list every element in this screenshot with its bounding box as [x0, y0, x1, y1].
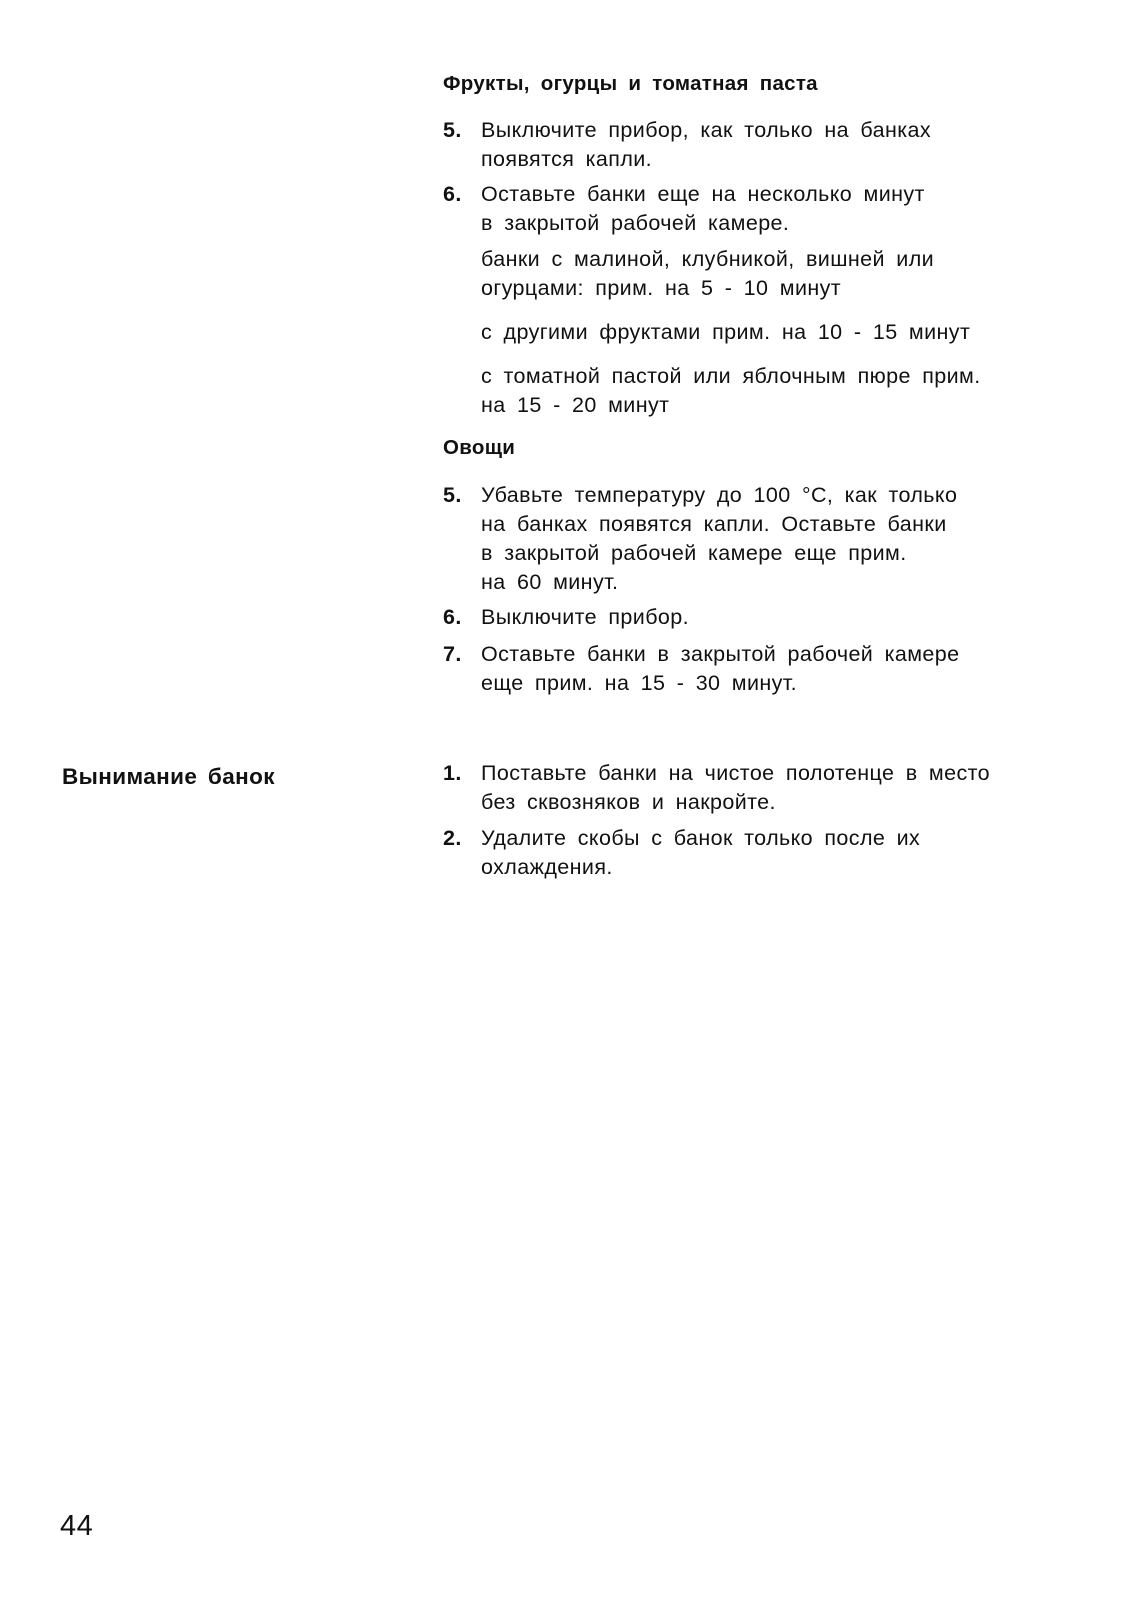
- page-number: 44: [60, 1510, 94, 1542]
- step-text: Оставьте банки в закрытой рабочей камере еще прим. на 15 - 30 минут.: [481, 642, 960, 695]
- step-text: Удалите скобы с банок только после их охлаждения.: [481, 826, 921, 879]
- step-item: [443, 759, 1083, 817]
- step-text: Выключите прибор, как только на банках появятся капли.: [481, 118, 932, 171]
- subheading-vegetables: Овощи: [443, 436, 516, 459]
- step-item: [443, 481, 1083, 597]
- step-item: [443, 116, 1083, 174]
- step-item: [443, 603, 1083, 632]
- step-text: Выключите прибор.: [481, 605, 689, 629]
- section-heading-removing-jars: Вынимание банок: [62, 764, 275, 789]
- step-number: 5.: [443, 118, 462, 142]
- note-paragraph: банки с малиной, клубникой, вишней или огурцами: прим. на 5 - 10 минут: [481, 247, 935, 300]
- subheading-fruits: Фрукты, огурцы и томатная паста: [443, 72, 818, 95]
- step-number: 1.: [443, 761, 462, 785]
- step-item: [443, 180, 1083, 238]
- step-number: 5.: [443, 483, 462, 507]
- step-text: Убавьте температуру до 100 °C, как только на банках появятся капли. Оставьте банки в закрытой рабочей камере еще прим. на 60 минут.: [481, 483, 958, 594]
- step-number: 6.: [443, 605, 462, 629]
- step-item: [443, 640, 1083, 698]
- note-paragraph: с другими фруктами прим. на 10 - 15 минут: [481, 320, 971, 344]
- step-text: Оставьте банки еще на несколько минут в закрытой рабочей камере.: [481, 182, 925, 235]
- step-number: 6.: [443, 182, 462, 206]
- step-text: Поставьте банки на чистое полотенце в место без сквозняков и накройте.: [481, 761, 990, 814]
- step-number: 2.: [443, 826, 462, 850]
- step-item: [443, 824, 1083, 882]
- step-number: 7.: [443, 642, 462, 666]
- note-paragraph: с томатной пастой или яблочным пюре прим. на 15 - 20 минут: [481, 364, 981, 417]
